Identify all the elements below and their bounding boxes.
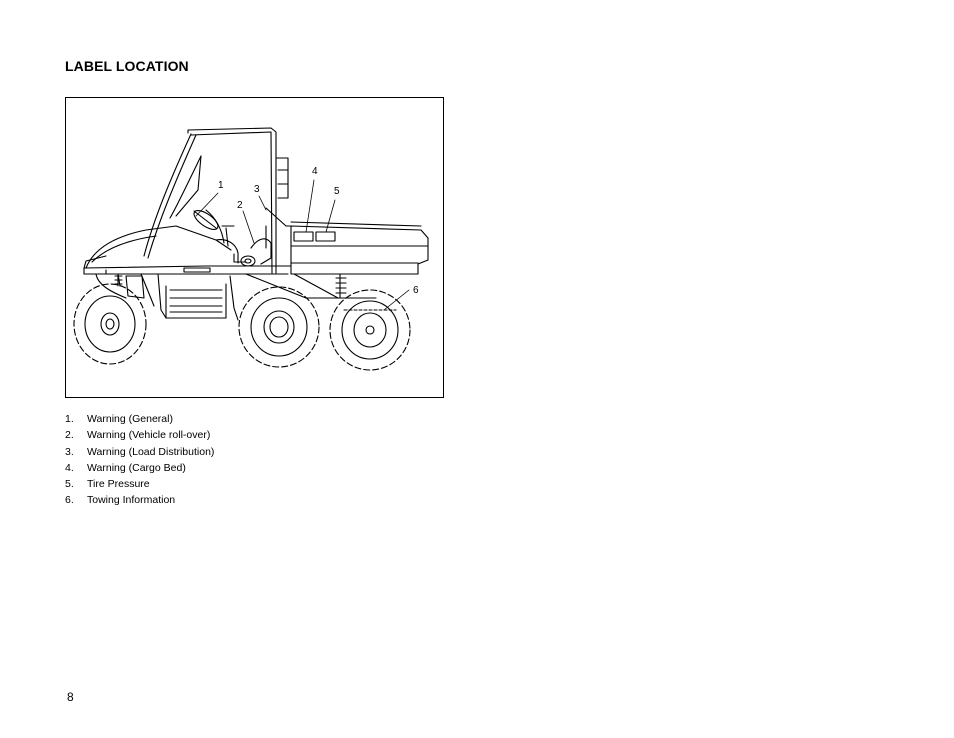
label-legend <box>65 411 214 509</box>
legend-item: 4. Warning (Cargo Bed) <box>65 461 186 474</box>
vehicle-figure <box>65 97 444 398</box>
callout-2: 2 <box>237 200 243 211</box>
callout-4: 4 <box>312 166 318 177</box>
callout-3: 3 <box>254 184 260 195</box>
rear-wheel <box>330 290 410 370</box>
callout-1: 1 <box>218 180 224 191</box>
callout-5: 5 <box>334 186 340 197</box>
legend-item: 2. Warning (Vehicle roll-over) <box>65 429 211 442</box>
legend-item: 5. Tire Pressure <box>65 478 150 491</box>
legend-item: 6. Towing Information <box>65 494 176 507</box>
callout-6: 6 <box>413 285 419 296</box>
legend-item: 3. Warning (Load Distribution) <box>65 445 215 458</box>
cockpit <box>191 207 271 266</box>
legend-item: 1. Warning (General) <box>65 413 173 425</box>
utv-illustration <box>66 98 445 399</box>
front-wheel <box>74 284 146 364</box>
page-number: 8 <box>67 690 74 704</box>
roll-cage <box>144 128 291 273</box>
middle-wheel <box>239 287 319 367</box>
page-title: LABEL LOCATION <box>65 58 189 74</box>
